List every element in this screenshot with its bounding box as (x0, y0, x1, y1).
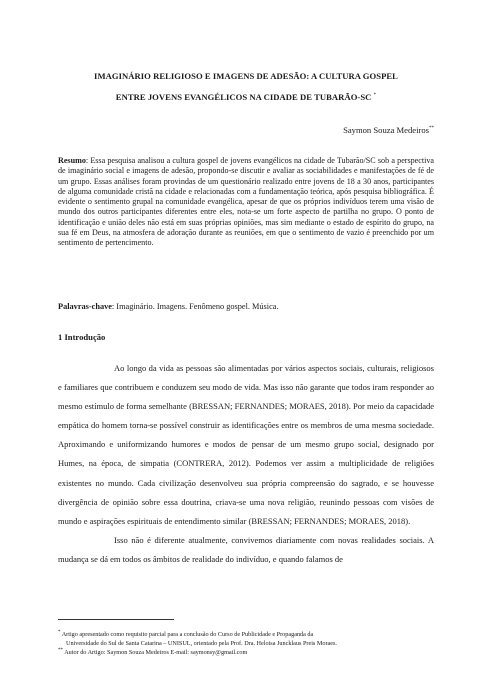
footnote-2-marker: ** (58, 648, 63, 653)
footnote-2 (58, 646, 438, 657)
abstract-text: : Essa pesquisa analisou a cultura gospel de jovens evangélicos na cidade de Tubarão/SC sob a perspectiva de imaginário social e imagens de adesão, propondo-se discutir e avaliar as sociabilidades e manifestações de fé de um grupo. Essas análises foram provindas de um questionário realizado entre jovens de 18 a 30 anos, participantes de alguma comunidade cristã na cidade e relacionadas com a fundamentação teórica, após pesquisa bibliográfica. É evidente o sentimento grupal na comunidade evangélica, apesar de que os próprios indivíduos terem uma visão de mundo dos outros participantes diferentes entre eles, nota-se um forte aspecto de partilha no grupo. O ponto de identificação e união deles não está em suas próprias opiniões, mas sim mediante o estado de espírito do grupo, na sua fé em Deus, na atmosfera de adoração durante as reuniões, em que o sentimento de vazio é preenchido por um sentimento de pertencimento. (58, 156, 434, 248)
author-footnote-marker: ** (429, 126, 434, 132)
paragraph-1: Ao longo da vida as pessoas são alimentadas por vários aspectos sociais, culturais, religiosos e familiares que contribuem e conduzem seu modo de vida. Mas isso não garante que todos iram responder ao mesmo estímulo de forma semelhante (BRESSAN; FERNANDES; MORAES, 2018). Por meio da capacidade empática do homem torna-se possível construir as identificações entre os membros de uma mesma sociedade. Aproximando e uniformizando humores e modos de pensar de um mesmo grupo social, designado por Humes, na época, de simpatia (CONTRERA, 2012). Podemos ver assim a multiplicidade de religiões existentes no mundo. Cada civilização desenvolveu sua própria compreensão do sagrado, e se houvesse divergência de opinião sobre essa doutrina, criava-se uma nova religião, reunindo pessoas com visões de mundo e aspirações espirituais de entendimento similar (BRESSAN; FERNANDES; MORAES, 2018). (58, 363, 434, 526)
keywords-label: Palavras-chave (58, 302, 112, 311)
paragraph-2: Isso não é diferente atualmente, convivemos diariamente com novas realidades sociais. A mudança se dá em todos os âmbitos de realidade do indivíduo, e quando falamos de (58, 534, 434, 564)
title-line-2: ENTRE JOVENS EVANGÉLICOS NA CIDADE DE TUBARÃO-SC * (115, 91, 377, 102)
section-heading: 1 Introdução (58, 332, 106, 342)
body-text (58, 359, 434, 569)
abstract (58, 156, 434, 249)
author-name: Saymon Souza Medeiros (343, 125, 429, 135)
title-footnote-marker: * (373, 93, 377, 98)
title-line-1: IMAGINÁRIO RELIGIOSO E IMAGENS DE ADESÃO: A CULTURA GOSPEL (94, 71, 398, 81)
paper-title (58, 67, 434, 107)
footnote-2-text: Autor do Artigo: Saymon Souza Medeiros E-mail: saymonsy@gmail.com (64, 649, 248, 657)
footnote-divider (58, 619, 174, 620)
footnote-1-line-1: * Artigo apresentado como requisito parcial para a conclusão do Curso de Publicidade e Propaganda da (58, 630, 314, 639)
footnote-1-line-2: Universidade do Sul de Santa Catarina – UNISUL, orientado pela Prof. Dra. Heloisa Juncklaus Preis Moraes. (66, 640, 337, 648)
author-line (343, 125, 434, 135)
footnote-1-marker: * (58, 630, 61, 635)
keywords (58, 302, 434, 311)
abstract-label: Resumo (58, 156, 86, 165)
keywords-text: : Imaginário. Imagens. Fenômeno gospel. Música. (111, 302, 279, 311)
